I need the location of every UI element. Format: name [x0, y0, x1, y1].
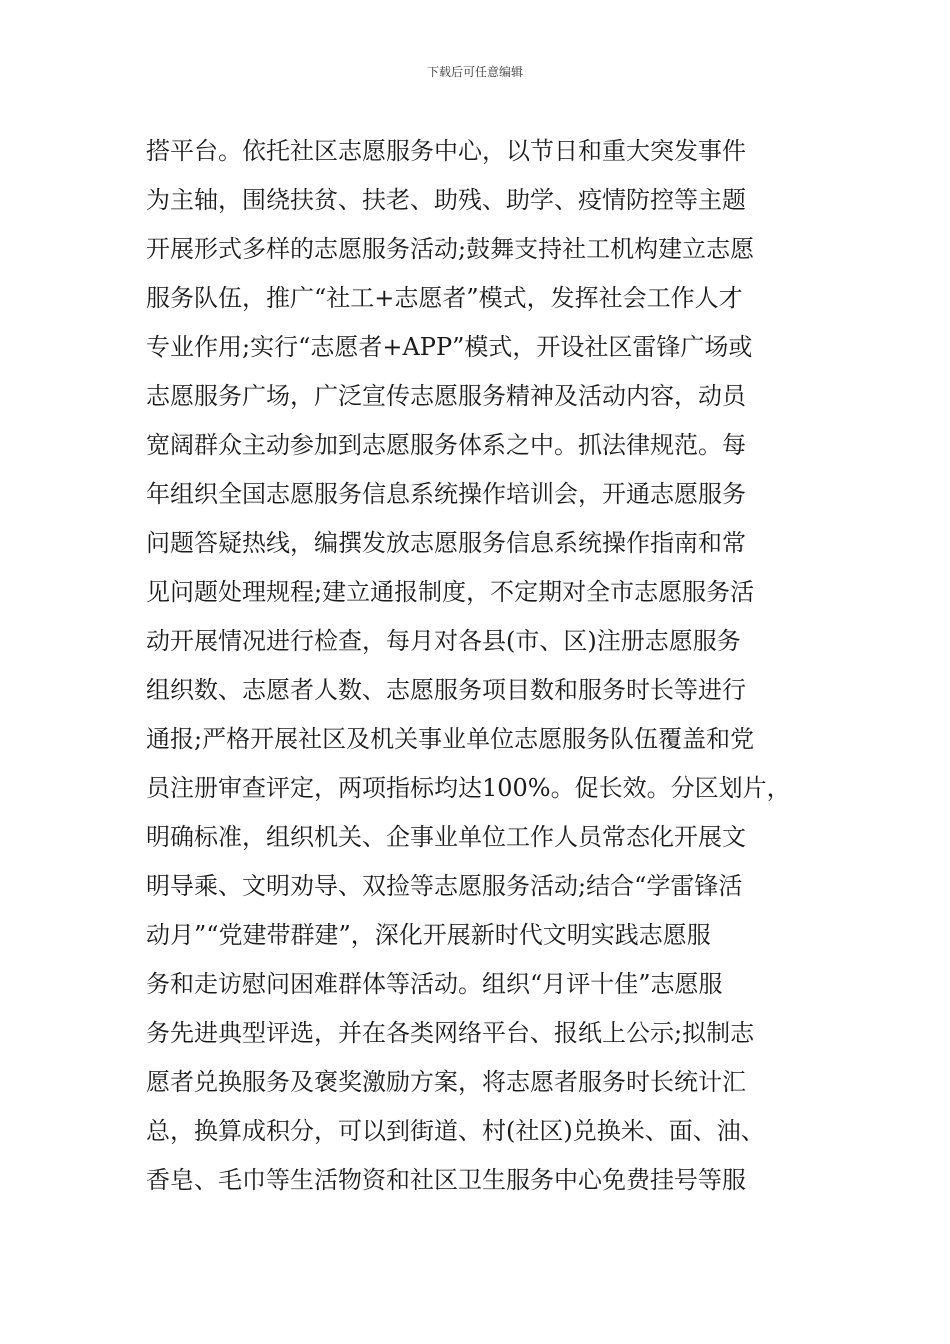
text-line: 员注册审查评定，两项指标均达100%。促长效。分区划片， [146, 774, 791, 802]
text-line: 务和走访慰问困难群体等活动。组织“月评十佳”志愿服 [146, 970, 723, 998]
text-line: 明导乘、文明劝导、双捡等志愿服务活动;结合“学雷锋活 [146, 872, 743, 900]
page-header: 下载后可任意编辑 [426, 65, 523, 79]
text-line: 见问题处理规程;建立通报制度，不定期对全市志愿服务活 [146, 578, 755, 606]
text-line: 动开展情况进行检查，每月对各县(市、区)注册志愿服务 [146, 627, 741, 655]
text-line: 务先进典型评选，并在各类网络平台、报纸上公示;拟制志 [146, 1019, 755, 1047]
text-line: 志愿服务广场，广泛宣传志愿服务精神及活动内容，动员 [146, 382, 746, 410]
text-line: 开展形式多样的志愿服务活动;鼓舞支持社工机构建立志愿 [146, 235, 755, 263]
body-text [146, 127, 836, 1205]
text-line: 专业作用;实行“志愿者+APP”模式，开设社区雷锋广场或 [146, 333, 753, 361]
text-line: 年组织全国志愿服务信息系统操作培训会，开通志愿服务 [146, 480, 746, 508]
text-line: 动月”“党建带群建”，深化开展新时代文明实践志愿服 [146, 921, 711, 949]
text-line: 明确标准，组织机关、企事业单位工作人员常态化开展文 [146, 823, 746, 851]
text-line: 香皂、毛巾等生活物资和社区卫生服务中心免费挂号等服 [146, 1166, 746, 1194]
text-line: 通报;严格开展社区及机关事业单位志愿服务队伍覆盖和党 [146, 725, 755, 753]
text-line: 愿者兑换服务及褒奖激励方案，将志愿者服务时长统计汇 [146, 1068, 746, 1096]
text-line: 总，换算成积分，可以到街道、村(社区)兑换米、面、油、 [146, 1117, 765, 1145]
text-line: 搭平台。依托社区志愿服务中心，以节日和重大突发事件 [146, 137, 746, 165]
text-line: 组织数、志愿者人数、志愿服务项目数和服务时长等进行 [146, 676, 746, 704]
text-line: 宽阔群众主动参加到志愿服务体系之中。抓法律规范。每 [146, 431, 746, 459]
text-line: 问题答疑热线，编撰发放志愿服务信息系统操作指南和常 [146, 529, 746, 557]
text-line: 为主轴，围绕扶贫、扶老、助残、助学、疫情防控等主题 [146, 186, 746, 214]
text-line: 服务队伍，推广“社工+志愿者”模式，发挥社会工作人才 [146, 284, 743, 312]
